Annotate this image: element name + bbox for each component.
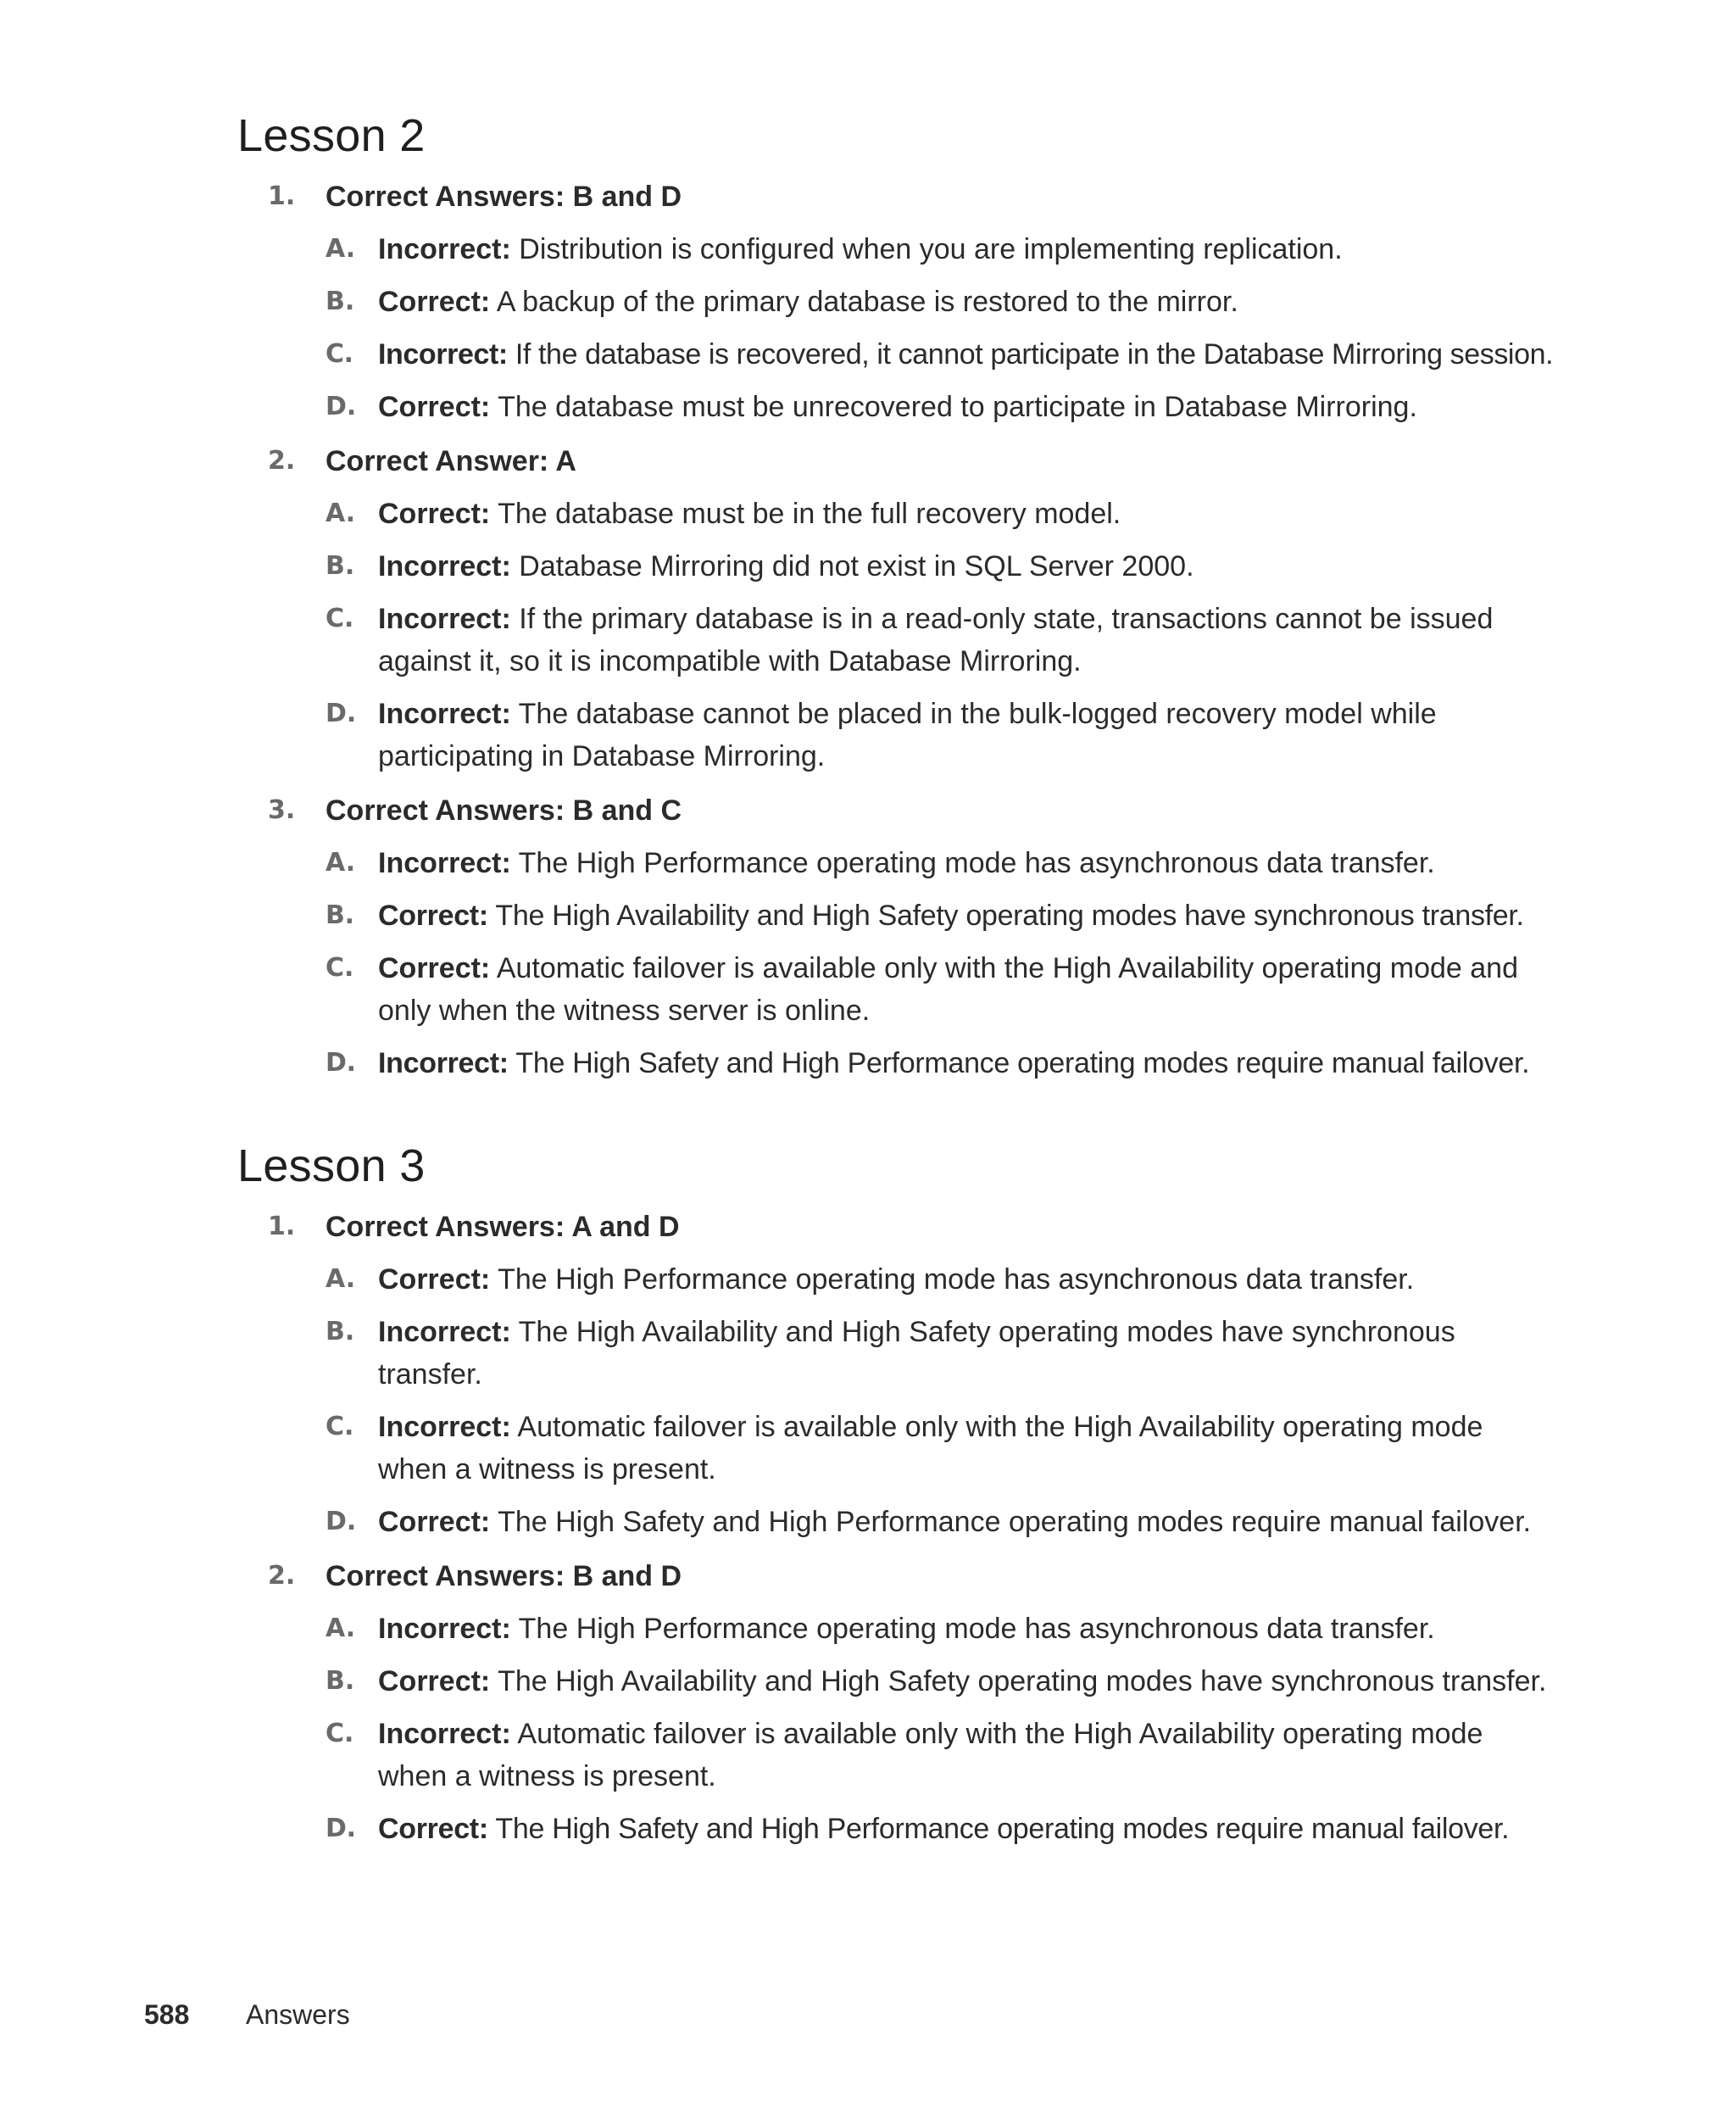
option-verdict: Correct:: [378, 285, 491, 318]
question-number: 3.: [268, 794, 296, 825]
option-letter: B.: [326, 550, 355, 581]
option-verdict: Incorrect:: [378, 1046, 509, 1079]
page-footer: [144, 1999, 350, 2031]
option-letter: B.: [326, 286, 355, 316]
answer-option: [326, 895, 1560, 937]
option-verdict: Incorrect:: [378, 337, 508, 371]
question-heading: Correct Answers: B and C: [326, 794, 682, 827]
option-verdict: Correct:: [378, 1812, 488, 1845]
option-letter: B.: [326, 1316, 355, 1346]
option-text: The High Availability and High Safety operating modes have synchronous transfer.: [490, 1664, 1547, 1697]
answer-option: [326, 493, 1560, 535]
answer-option: [326, 1311, 1560, 1396]
option-letter: C.: [326, 338, 353, 369]
option-letter: A.: [326, 498, 356, 528]
answer-option: [326, 693, 1560, 778]
answer-option: [326, 1042, 1560, 1084]
question-number: 2.: [268, 1560, 296, 1591]
answer-option: [326, 545, 1560, 588]
option-letter: D.: [326, 1813, 356, 1843]
option-letter: A.: [326, 847, 356, 878]
question-heading: Correct Answers: B and D: [326, 1559, 682, 1592]
question-item: [237, 1555, 1560, 1850]
answer-option: [326, 281, 1560, 323]
question-heading: Correct Answers: A and D: [326, 1210, 680, 1243]
option-verdict: Incorrect:: [378, 602, 511, 635]
answer-option: [326, 386, 1560, 428]
option-text: Automatic failover is available only with the High Availability operating mode and only when the witness server is online.: [378, 951, 1518, 1027]
question-heading: Correct Answer: A: [326, 444, 576, 477]
option-verdict: Incorrect:: [378, 697, 511, 730]
option-text: Distribution is configured when you are implementing replication.: [510, 232, 1343, 265]
answer-option: [326, 1713, 1560, 1798]
option-letter: A.: [326, 233, 356, 264]
option-text: The database must be in the full recovery model.: [490, 497, 1121, 530]
option-letter: C.: [326, 603, 354, 633]
question-item: [237, 176, 1560, 428]
option-text: The database cannot be placed in the bulk-logged recovery model while participating in Database Mirroring.: [378, 697, 1437, 772]
option-verdict: Incorrect:: [378, 846, 511, 879]
question-number: 1.: [268, 1211, 296, 1241]
option-letter: D.: [326, 1047, 356, 1078]
lesson-title: Lesson 2: [237, 110, 426, 161]
option-verdict: Correct:: [378, 951, 491, 984]
option-verdict: Correct:: [378, 1262, 491, 1296]
option-verdict: Incorrect:: [378, 1717, 511, 1750]
option-verdict: Incorrect:: [378, 1410, 511, 1443]
option-verdict: Correct:: [378, 1664, 491, 1697]
answer-option: [326, 1608, 1560, 1650]
option-text: The High Availability and High Safety operating modes have synchronous transfer.: [378, 1315, 1455, 1391]
answer-option: [326, 228, 1560, 270]
option-letter: D.: [326, 698, 357, 728]
option-verdict: Correct:: [378, 390, 491, 423]
option-text: The High Performance operating mode has asynchronous data transfer.: [510, 1612, 1435, 1645]
option-text: A backup of the primary database is restored to the mirror.: [490, 285, 1238, 318]
footer-section-label: Answers: [246, 1999, 350, 2030]
question-item: [237, 440, 1560, 778]
lesson-section: [237, 1139, 1560, 1850]
option-text: The database must be unrecovered to participate in Database Mirroring.: [490, 390, 1417, 423]
option-verdict: Incorrect:: [378, 1315, 511, 1348]
answer-option: [326, 1501, 1560, 1543]
option-text: Database Mirroring did not exist in SQL Server 2000.: [510, 549, 1194, 582]
option-text: The High Safety and High Performance operating modes require manual failover.: [508, 1046, 1530, 1079]
option-letter: C.: [326, 1718, 354, 1748]
option-text: The High Safety and High Performance operating modes require manual failover.: [487, 1812, 1510, 1845]
option-letter: A.: [326, 1263, 356, 1294]
lesson-section: [237, 109, 1560, 1084]
answer-option: [326, 842, 1560, 884]
answer-option: [326, 1660, 1560, 1703]
option-letter: B.: [326, 1665, 355, 1696]
option-text: Automatic failover is available only with the High Availability operating mode when a witness is present.: [378, 1717, 1483, 1792]
option-letter: A.: [326, 1613, 356, 1643]
option-letter: D.: [326, 1506, 357, 1536]
question-item: [237, 1206, 1560, 1543]
option-verdict: Incorrect:: [378, 232, 511, 265]
answer-option: [326, 1406, 1560, 1491]
option-verdict: Incorrect:: [378, 1612, 511, 1645]
option-text: If the primary database is in a read-only state, transactions cannot be issued against it, so it is incompatible with Database Mirroring.: [378, 602, 1494, 677]
page-number: 588: [144, 1999, 190, 2030]
option-verdict: Correct:: [378, 1505, 491, 1538]
option-letter: C.: [326, 1411, 354, 1441]
question-item: [237, 789, 1560, 1084]
question-number: 2.: [268, 445, 296, 476]
option-verdict: Correct:: [378, 497, 491, 530]
lesson-title: Lesson 3: [237, 1140, 426, 1191]
option-letter: C.: [326, 952, 354, 983]
option-text: If the database is recovered, it cannot participate in the Database Mirroring session.: [507, 337, 1554, 371]
answer-option: [326, 1808, 1560, 1850]
answer-option: [326, 947, 1560, 1032]
option-text: Automatic failover is available only with the High Availability operating mode when a witness is present.: [378, 1410, 1483, 1485]
option-text: The High Availability and High Safety operating modes have synchronous transfer.: [487, 899, 1524, 932]
option-text: The High Performance operating mode has asynchronous data transfer.: [510, 846, 1435, 879]
answer-option: [326, 598, 1560, 683]
option-text: The High Safety and High Performance operating modes require manual failover.: [490, 1505, 1532, 1538]
option-verdict: Incorrect:: [378, 549, 511, 582]
answer-option: [326, 1258, 1560, 1301]
answer-option: [326, 333, 1560, 376]
question-heading: Correct Answers: B and D: [326, 180, 682, 213]
option-letter: D.: [326, 391, 357, 421]
question-number: 1.: [268, 181, 296, 211]
option-verdict: Correct:: [378, 899, 488, 932]
option-text: The High Performance operating mode has asynchronous data transfer.: [490, 1262, 1415, 1296]
option-letter: B.: [326, 900, 354, 930]
